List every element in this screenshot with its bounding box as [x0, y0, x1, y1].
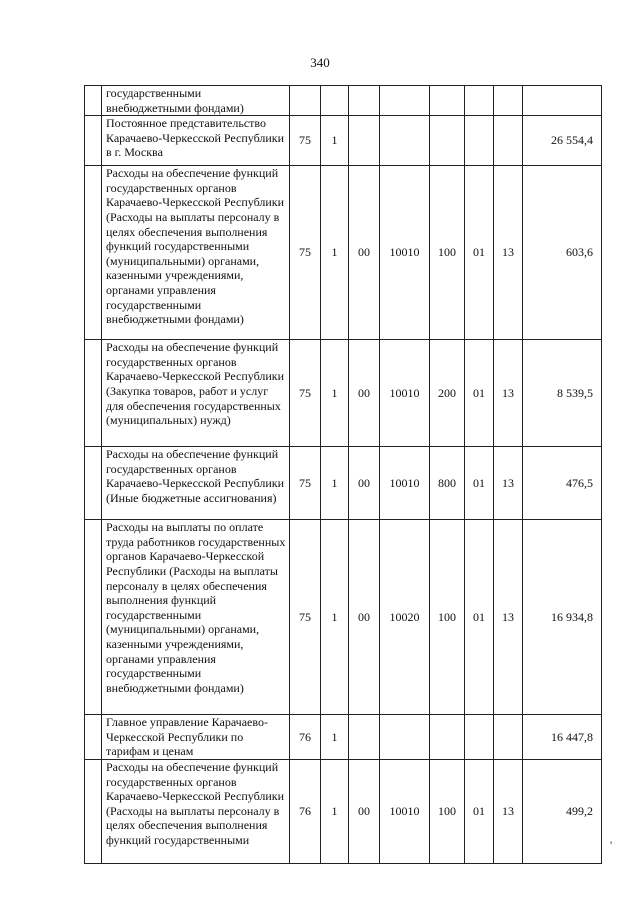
expense-type-cell: [430, 86, 465, 116]
program-code-cell: 1: [321, 116, 349, 166]
expense-type-cell: 100: [430, 166, 465, 340]
expense-type-cell: 100: [430, 520, 465, 715]
expense-type-cell: 100: [430, 759, 465, 863]
table-row: [85, 715, 602, 760]
table-row: [85, 166, 602, 340]
subsection-cell: [494, 116, 523, 166]
section-cell: [465, 116, 494, 166]
direction-code-cell: [380, 715, 430, 760]
page-number: 340: [310, 55, 330, 70]
amount-cell: 499,2: [523, 759, 602, 863]
ministry-code-cell: [290, 86, 321, 116]
section-cell: 01: [465, 759, 494, 863]
number-cell: [85, 715, 102, 760]
subprogram-code-cell: 00: [349, 447, 380, 520]
section-cell: 01: [465, 340, 494, 447]
table-row: [85, 340, 602, 447]
number-cell: [85, 166, 102, 340]
name-cell: Расходы на обеспечение функций государственных органов Карачаево-Черкесской Республики (Расходы на выплаты персоналу в целях обеспечения выполнения функций государственными (муниципальными) органами, казенными учреждениями, органами управления государственными внебюджетными фондами): [102, 166, 290, 340]
program-code-cell: 1: [321, 166, 349, 340]
name-cell: Расходы на обеспечение функций государственных органов Карачаево-Черкесской Республики (Закупка товаров, работ и услуг для обеспечения государственных (муниципальных) нужд): [102, 340, 290, 447]
direction-code-cell: [380, 86, 430, 116]
amount-cell: 603,6: [523, 166, 602, 340]
subprogram-code-cell: 00: [349, 166, 380, 340]
ministry-code-cell: 76: [290, 759, 321, 863]
ministry-code-cell: 75: [290, 166, 321, 340]
program-code-cell: 1: [321, 447, 349, 520]
subsection-cell: 13: [494, 520, 523, 715]
subprogram-code-cell: [349, 86, 380, 116]
subsection-cell: [494, 86, 523, 116]
number-cell: [85, 86, 102, 116]
program-code-cell: 1: [321, 715, 349, 760]
amount-cell: [523, 86, 602, 116]
subsection-cell: 13: [494, 447, 523, 520]
table-row: [85, 86, 602, 116]
program-code-cell: [321, 86, 349, 116]
section-cell: [465, 715, 494, 760]
direction-code-cell: 10010: [380, 340, 430, 447]
scan-mark: ': [610, 838, 613, 852]
amount-cell: 26 554,4: [523, 116, 602, 166]
table-row: [85, 759, 602, 863]
budget-table: [84, 85, 602, 864]
number-cell: [85, 116, 102, 166]
amount-cell: 8 539,5: [523, 340, 602, 447]
subsection-cell: [494, 715, 523, 760]
subprogram-code-cell: 00: [349, 520, 380, 715]
ministry-code-cell: 76: [290, 715, 321, 760]
section-cell: 01: [465, 520, 494, 715]
ministry-code-cell: 75: [290, 520, 321, 715]
expense-type-cell: [430, 116, 465, 166]
name-cell: государственными внебюджетными фондами): [102, 86, 290, 116]
direction-code-cell: [380, 116, 430, 166]
number-cell: [85, 520, 102, 715]
subprogram-code-cell: [349, 715, 380, 760]
direction-code-cell: 10010: [380, 759, 430, 863]
expense-type-cell: [430, 715, 465, 760]
program-code-cell: 1: [321, 520, 349, 715]
subsection-cell: 13: [494, 340, 523, 447]
ministry-code-cell: 75: [290, 116, 321, 166]
ministry-code-cell: 75: [290, 340, 321, 447]
amount-cell: 476,5: [523, 447, 602, 520]
number-cell: [85, 340, 102, 447]
name-cell: Расходы на обеспечение функций государственных органов Карачаево-Черкесской Республики (Иные бюджетные ассигнования): [102, 447, 290, 520]
expense-type-cell: 800: [430, 447, 465, 520]
name-cell: Главное управление Карачаево-Черкесской Республики по тарифам и ценам: [102, 715, 290, 760]
expense-type-cell: 200: [430, 340, 465, 447]
direction-code-cell: 10010: [380, 166, 430, 340]
direction-code-cell: 10010: [380, 447, 430, 520]
subprogram-code-cell: 00: [349, 340, 380, 447]
name-cell: Постоянное представительство Карачаево-Черкесской Республики в г. Москва: [102, 116, 290, 166]
subsection-cell: 13: [494, 759, 523, 863]
subprogram-code-cell: [349, 116, 380, 166]
subsection-cell: 13: [494, 166, 523, 340]
ministry-code-cell: 75: [290, 447, 321, 520]
name-cell: Расходы на обеспечение функций государственных органов Карачаево-Черкесской Республики (Расходы на выплаты персоналу в целях обеспечения выполнения функций государственными: [102, 759, 290, 863]
section-cell: 01: [465, 447, 494, 520]
program-code-cell: 1: [321, 340, 349, 447]
table-row: [85, 447, 602, 520]
program-code-cell: 1: [321, 759, 349, 863]
amount-cell: 16 934,8: [523, 520, 602, 715]
table-row: [85, 116, 602, 166]
number-cell: [85, 447, 102, 520]
table-row: [85, 520, 602, 715]
amount-cell: 16 447,8: [523, 715, 602, 760]
number-cell: [85, 759, 102, 863]
name-cell: Расходы на выплаты по оплате труда работников государственных органов Карачаево-Черкесской Республики (Расходы на выплаты персоналу в целях обеспечения выполнения функций государственными (муниципальными) органами, казенными учреждениями, органами управления государственными внебюджетными фондами): [102, 520, 290, 715]
subprogram-code-cell: 00: [349, 759, 380, 863]
section-cell: 01: [465, 166, 494, 340]
direction-code-cell: 10020: [380, 520, 430, 715]
section-cell: [465, 86, 494, 116]
